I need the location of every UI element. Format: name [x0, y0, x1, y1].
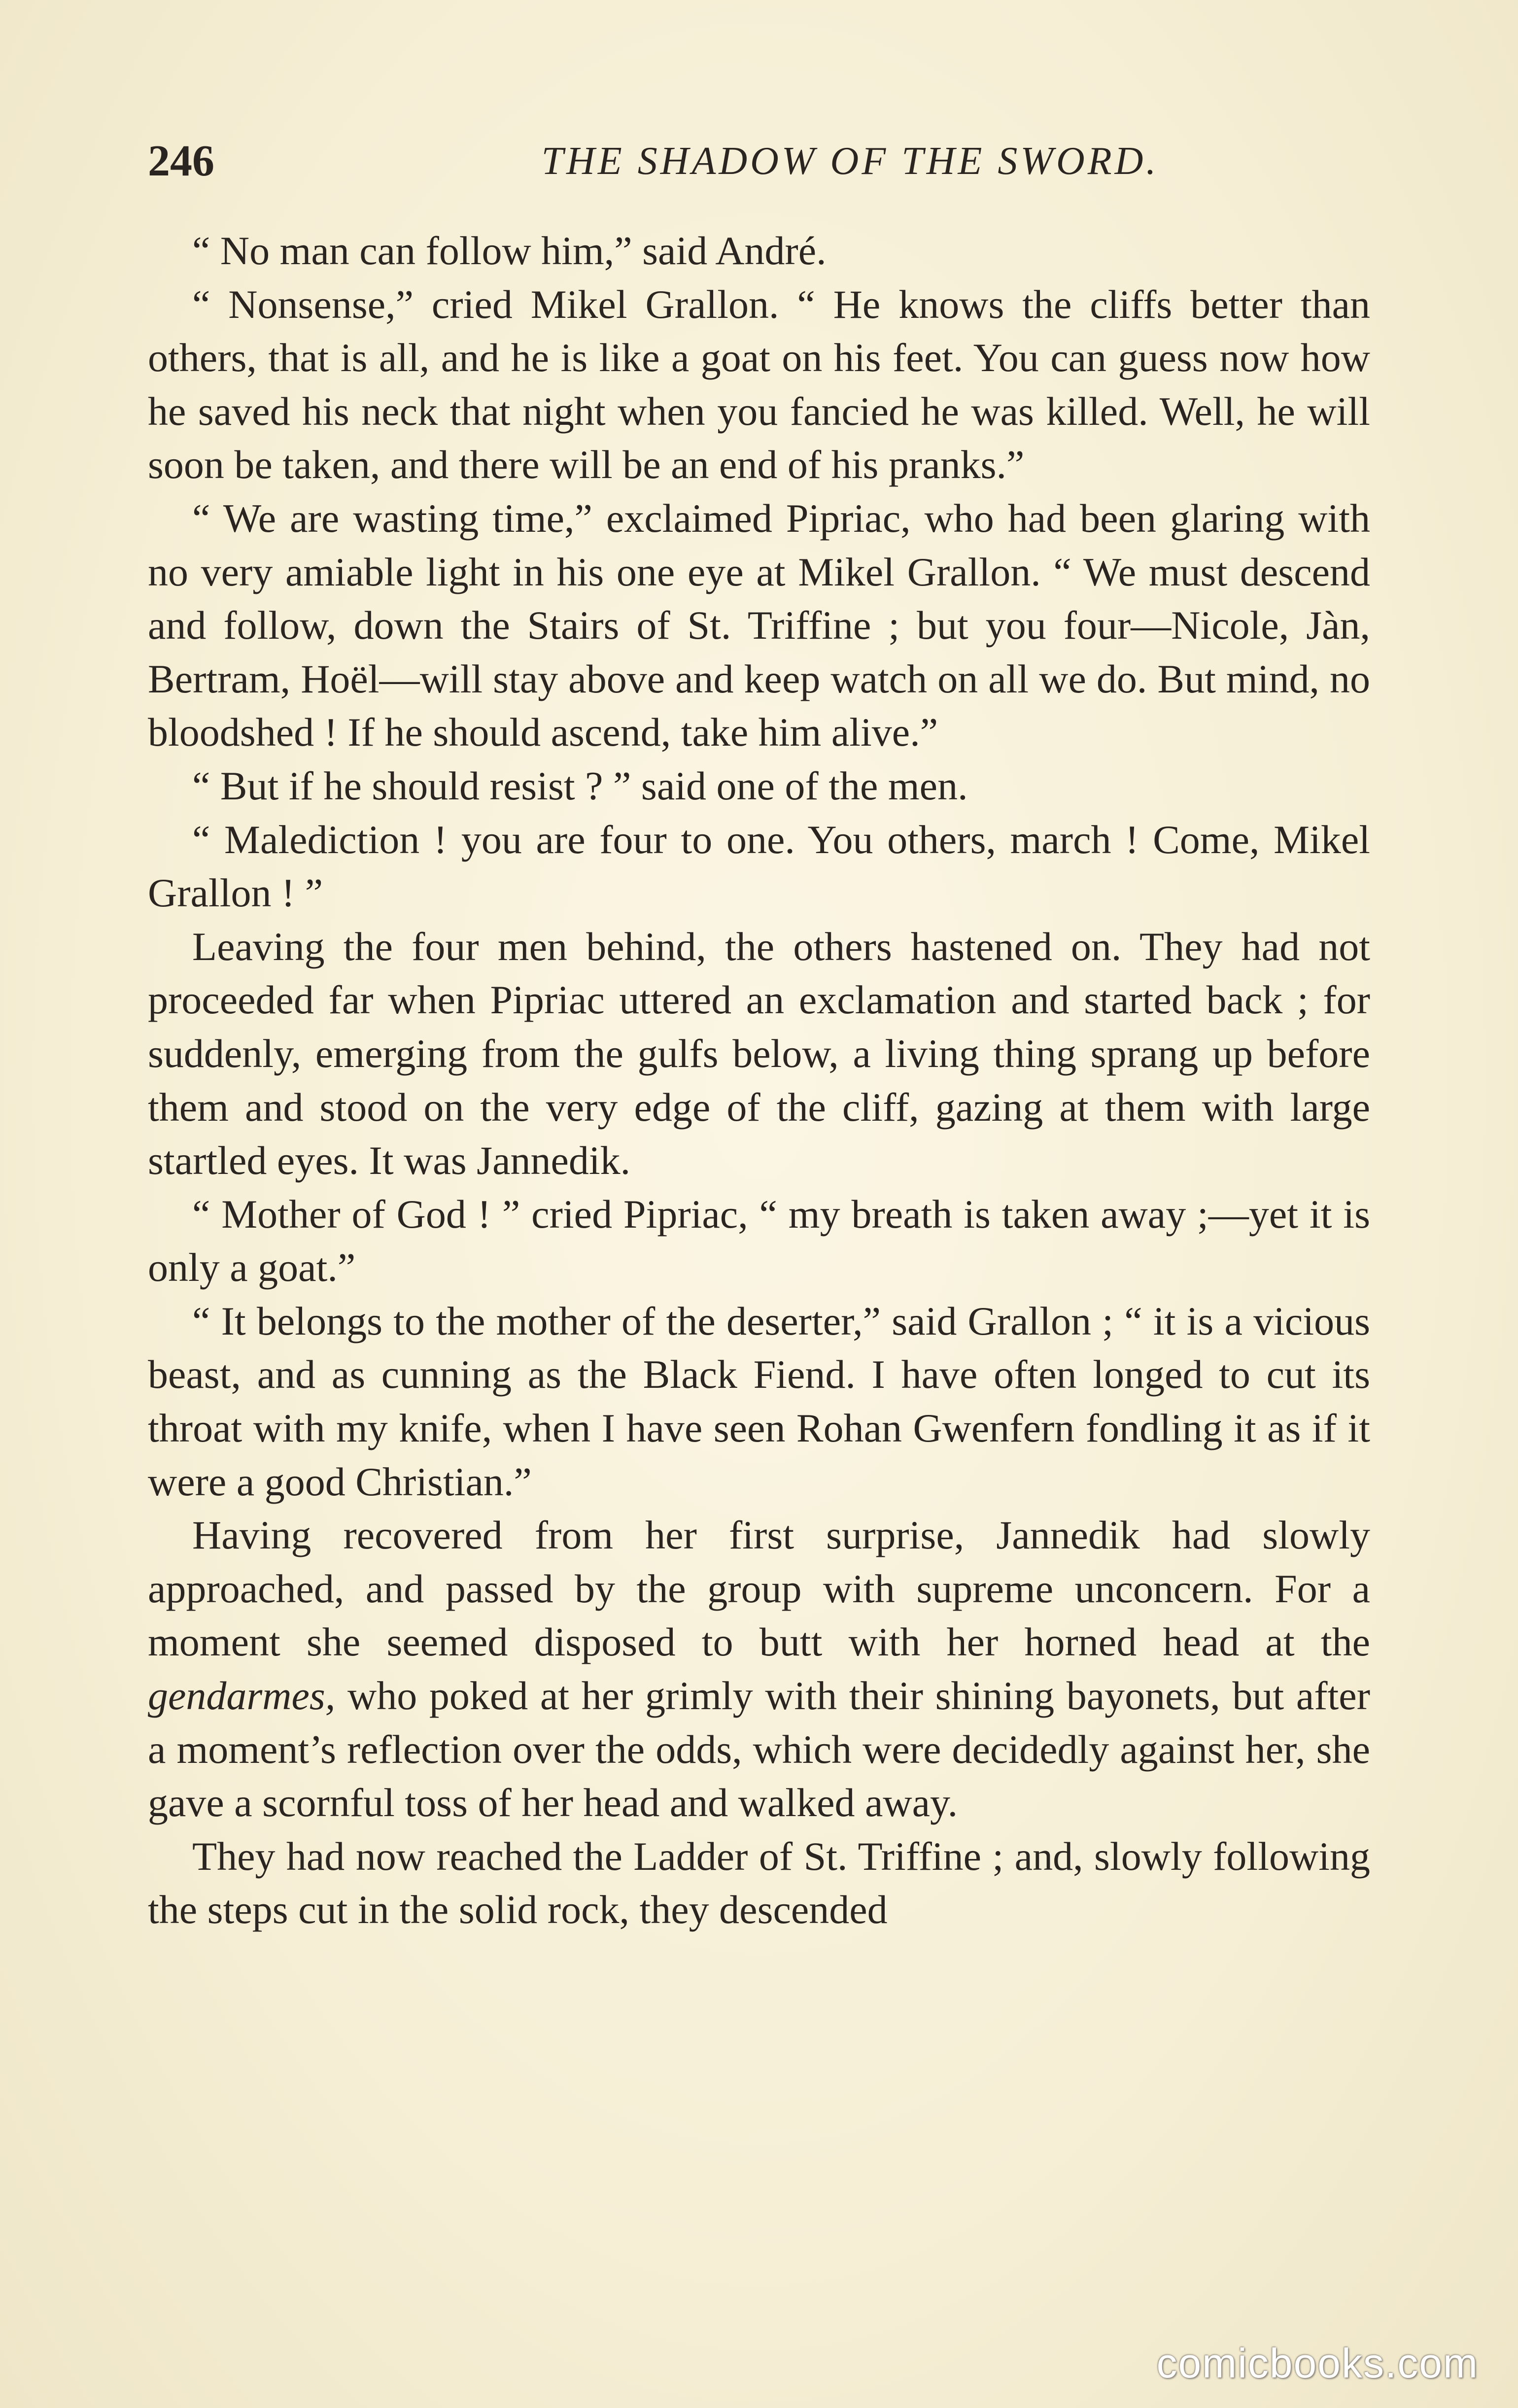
paragraph: “ Nonsense,” cried Mikel Grallon. “ He knows the cliffs better than others, that is all, and he is like a goat on his feet. You can guess now how he saved his neck that night when you fancied he was killed. Well, he will soon be taken, and there will be an end of his pranks.” — [148, 281, 1370, 487]
page-header — [148, 129, 1370, 193]
body-text — [148, 224, 1370, 1937]
paragraph — [148, 1509, 1370, 1830]
paragraph: “ It belongs to the mother of the deserter,” said Grallon ; “ it is a vicious beast, and as cunning as the Black Fiend. I have often longed to cut its throat with my knife, when I have seen Rohan Gwenfern fondling it as if it were a good Christian.” — [148, 1298, 1370, 1504]
italic-term: gendarmes, — [148, 1673, 336, 1719]
paragraph-text: Having recovered from her first surprise, Jannedik had slowly approached, and passed by the group with supreme unconcern. For a moment she seemed disposed to butt with her horned head at the — [148, 1513, 1370, 1665]
paragraph: “ We are wasting time,” exclaimed Pipriac, who had been glaring with no very amiable light in his one eye at Mikel Grallon. “ We must descend and follow, down the Stairs of St. Triffine ; but you four—Nicole, Jàn, Bertram, Hoël—will stay above and keep watch on all we do. But mind, no bloodshed ! If he should ascend, take him alive.” — [148, 495, 1370, 755]
page-number: 246 — [148, 137, 214, 185]
paragraph: “ Malediction ! you are four to one. You others, march ! Come, Mikel Grallon ! ” — [148, 817, 1370, 916]
paragraph-text: who poked at her grimly with their shining bayonets, but after a moment’s reflection over the odds, which were decidedly against her, she gave a scornful toss of her head and walked away. — [148, 1673, 1370, 1825]
paragraph: “ Mother of God ! ” cried Pipriac, “ my breath is taken away ;—yet it is only a goat.” — [148, 1191, 1370, 1290]
paragraph: Leaving the four men behind, the others hastened on. They had not proceeded far when Pipriac uttered an exclamation and started back ; for suddenly, emerging from the gulfs below, a living thing sprang up before them and stood on the very edge of the cliff, gazing at them with large startled eyes. It was Jannedik. — [148, 924, 1370, 1183]
paragraph: “ No man can follow him,” said André. — [192, 228, 827, 273]
paragraph: “ But if he should resist ? ” said one of the men. — [192, 763, 968, 808]
paragraph: They had now reached the Ladder of St. Triffine ; and, slowly following the steps cut in the solid rock, they descended — [148, 1833, 1370, 1932]
watermark: comicbooks.com — [1156, 2340, 1479, 2386]
running-head: THE SHADOW OF THE SWORD. — [541, 139, 1159, 183]
